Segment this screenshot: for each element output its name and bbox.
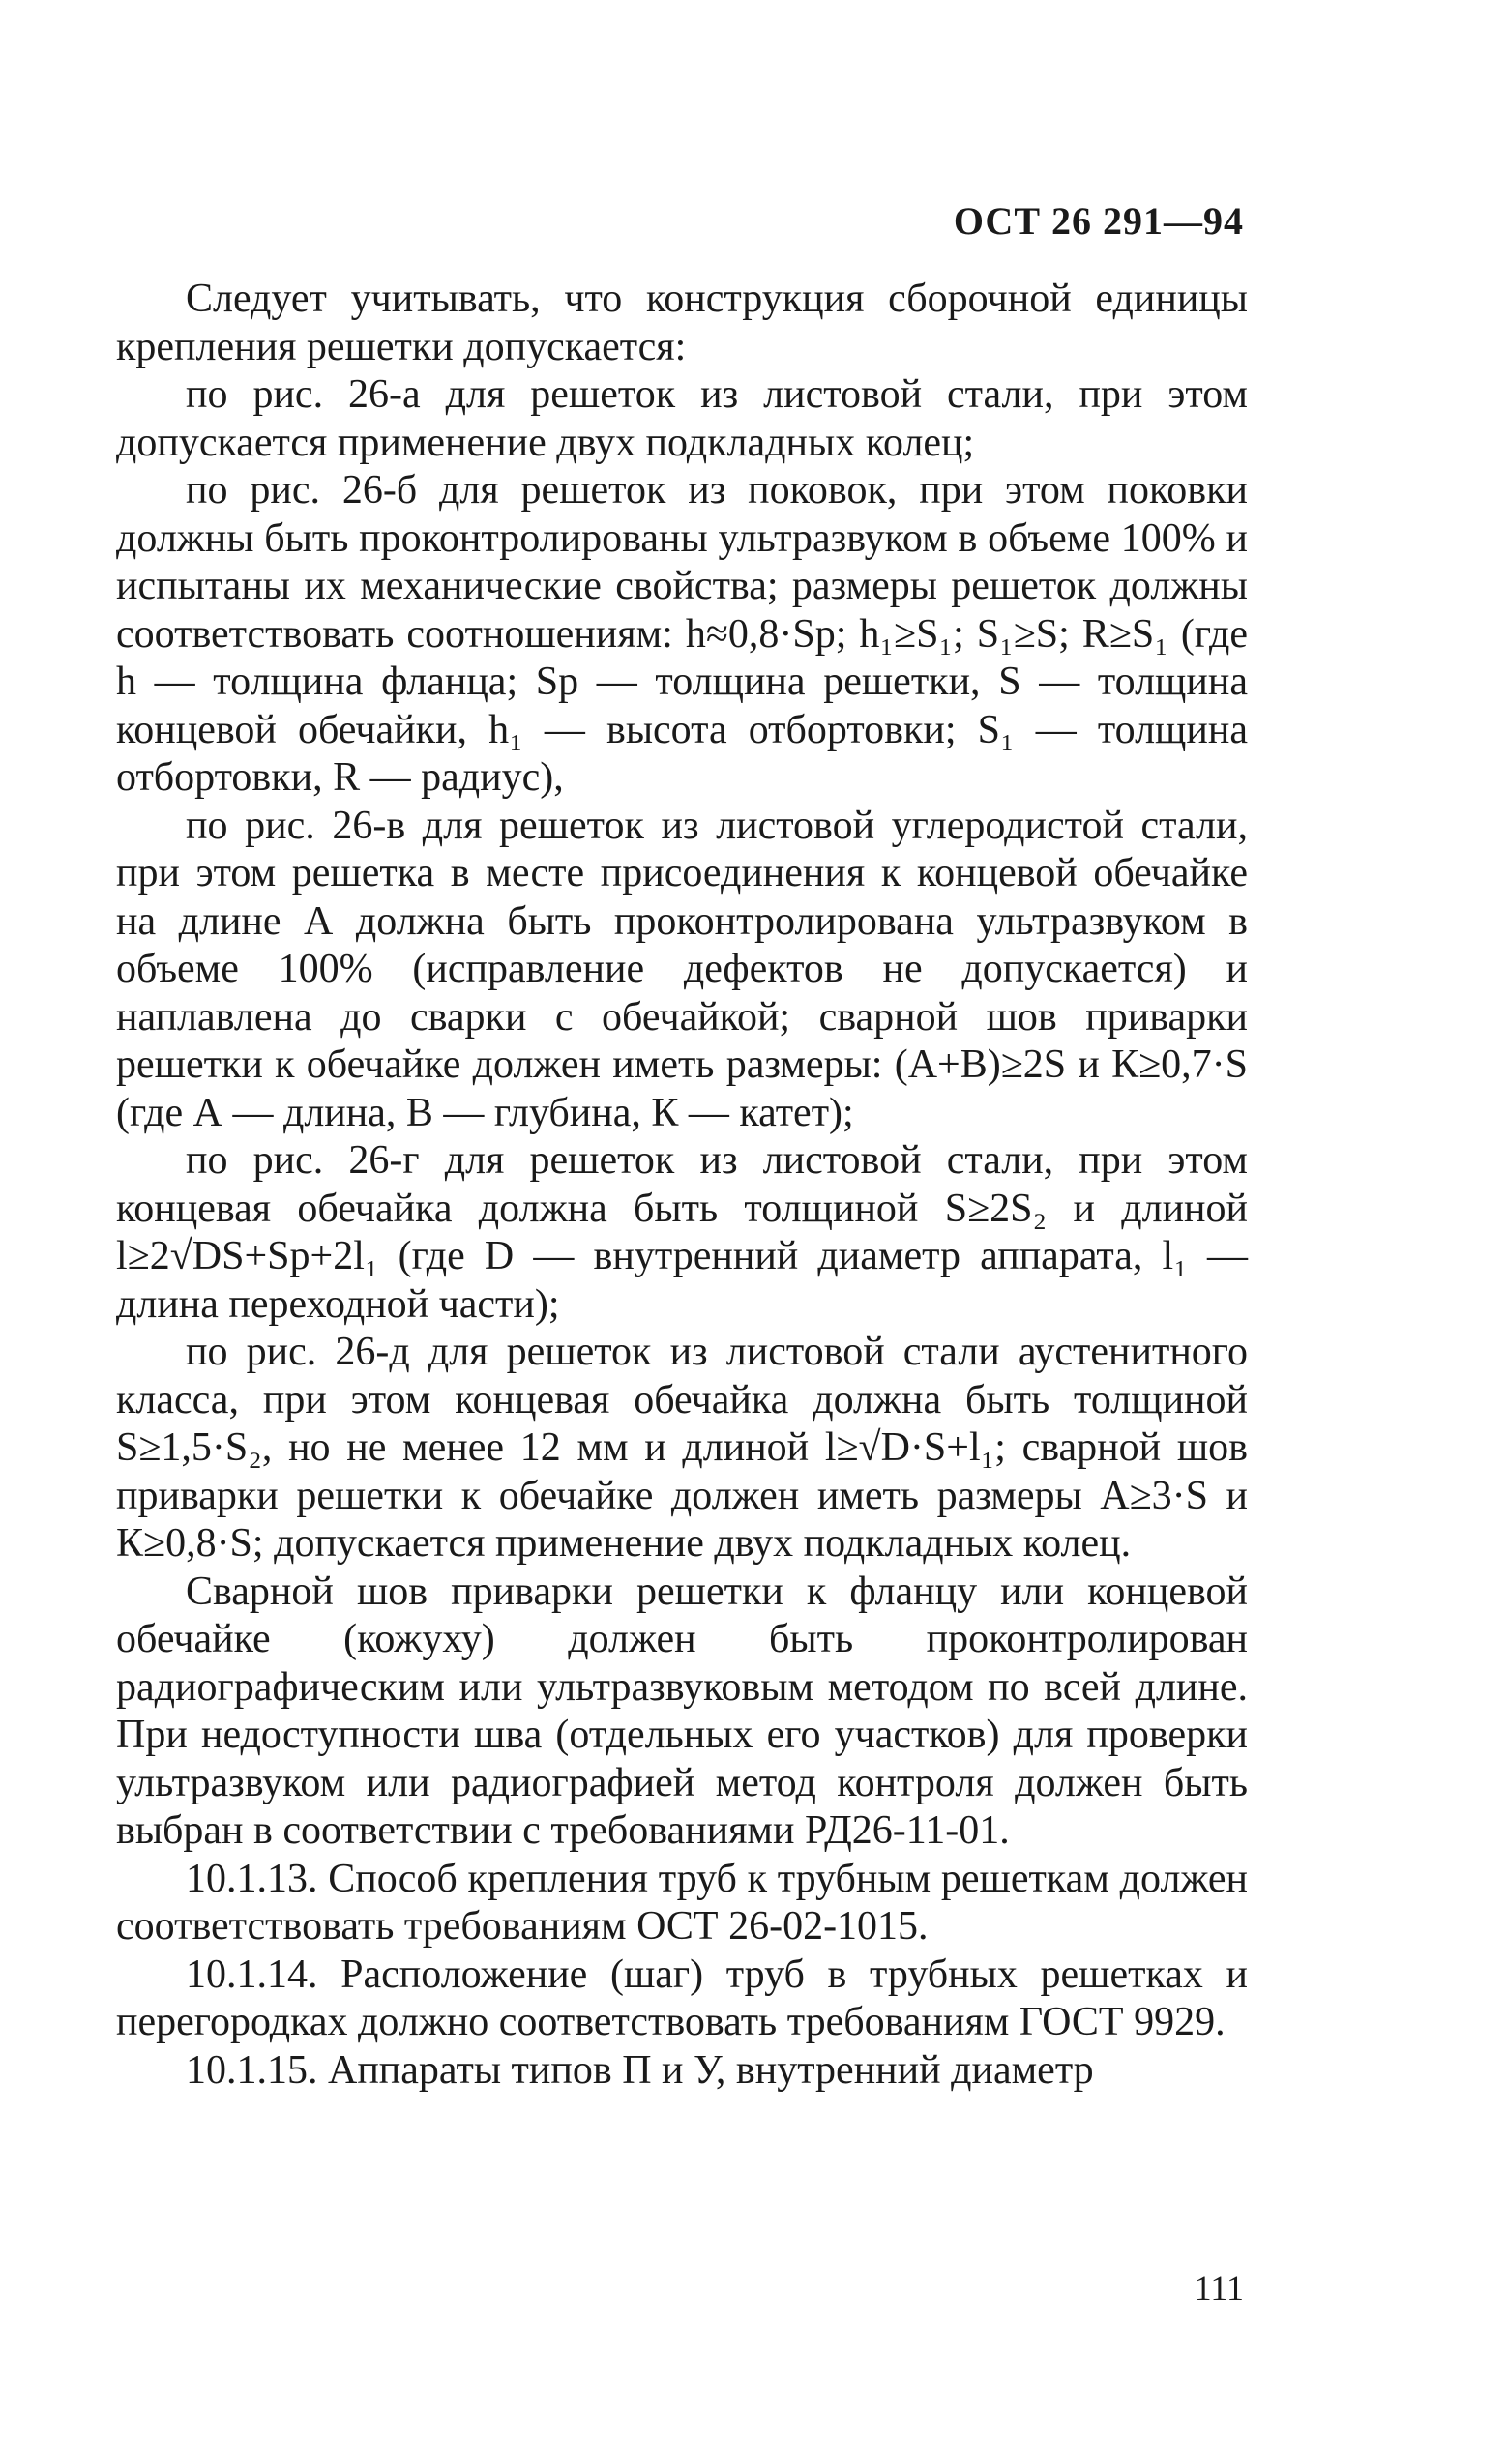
paragraph: по рис. 26-б для решеток из поковок, при этом поковки должны быть проконтролированы ультразвуком в объеме 100% и испытаны их механические свойства; размеры решеток должны соответствовать соотношениям: h≈0,8·Sр; h₁≥S₁; S₁≥S; R≥S₁ (где h — толщина фланца; Sр — толщина решетки, S — толщина концевой обечайки, h₁ — высота отбортовки; S₁ — толщина отбортовки, R — радиус),	[116, 468, 1248, 800]
document-code-header: ОСТ 26 291—94	[953, 199, 1244, 243]
paragraph: по рис. 26-г для решеток из листовой стали, при этом концевая обечайка должна быть толщиной S≥2S₂ и длиной l≥2√DS+Sр+2l₁ (где D — внутренний диаметр аппарата, l₁ — длина переходной части);	[116, 1138, 1248, 1327]
page-number: 111	[1194, 2269, 1244, 2307]
paragraph: по рис. 26-д для решеток из листовой стали аустенитного класса, при этом концевая обечайка должна быть толщиной S≥1,5·S₂, но не менее 12 мм и длиной l≥√D·S+l₁; сварной шов приварки решетки к обечайке должен иметь размеры А≥3·S и К≥0,8·S; допускается применение двух подкладных колец.	[116, 1330, 1248, 1566]
paragraph: 10.1.15. Аппараты типов П и У, внутренний диаметр	[186, 2047, 1094, 2093]
paragraph: по рис. 26-а для решеток из листовой стали, при этом допускается применение двух подкладных колец;	[116, 372, 1248, 465]
paragraph: Сварной шов приварки решетки к фланцу или концевой обечайке (кожуху) должен быть проконтролирован радиографическим или ультразвуковым методом по всей длине. При недоступности шва (отдельных его участков) для проверки ультразвуком или радиографией метод контроля должен быть выбран в соответствии с требованиями РД26-11-01.	[116, 1569, 1248, 1853]
paragraph: по рис. 26-в для решеток из листовой углеродистой стали, при этом решетка в месте присоединения к концевой обечайке на длине А должна быть проконтролирована ультразвуком в объеме 100% (исправление дефектов не допускается) и наплавлена до сварки с обечайкой; сварной шов приварки решетки к обечайке должен иметь размеры: (А+В)≥2S и К≥0,7·S (где А — длина, В — глубина, К — катет);	[116, 803, 1248, 1135]
paragraph: 10.1.14. Расположение (шаг) труб в трубных решетках и перегородках должно соответствовать требованиям ГОСТ 9929.	[116, 1951, 1248, 2044]
body-text	[116, 276, 1248, 2095]
paragraph: 10.1.13. Способ крепления труб к трубным решеткам должен соответствовать требованиям ОСТ 26-02-1015.	[116, 1856, 1248, 1949]
paragraph: Следует учитывать, что конструкция сборочной единицы крепления решетки допускается:	[116, 277, 1248, 369]
